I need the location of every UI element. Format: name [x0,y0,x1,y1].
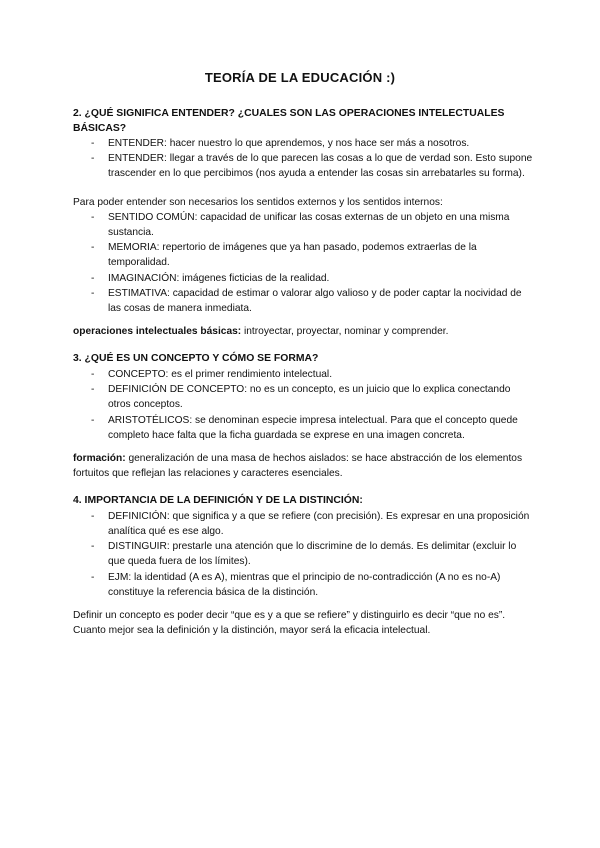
intellectual-operations-paragraph [73,324,533,339]
list-item: - DEFINICIÓN: que significa y a que se refiere (con precisión). Es expresar en una proposición analítica qué es ese algo. [73,509,533,539]
section-2-heading: 2. ¿QUÉ SIGNIFICA ENTENDER? ¿CUALES SON LAS OPERACIONES INTELECTUALES BÁSICAS? [73,108,505,134]
list-item: - DISTINGUIR: prestarle una atención que lo discrimine de lo demás. Es delimitar (excluir lo que queda fuera de los límites). [73,539,533,569]
intellectual-operations-label: operaciones intelectuales básicas: [73,326,242,338]
section-3-bullet-list [73,367,533,443]
section-2-bullet-list [73,136,533,182]
page-title: TEORÍA DE LA EDUCACIÓN :) [204,70,396,85]
section-3-heading: 3. ¿QUÉ ES UN CONCEPTO Y CÓMO SE FORMA? [73,353,319,365]
list-item: - ESTIMATIVA: capacidad de estimar o valorar algo valioso y de poder captar la nocividad de las cosas de manera inmediata. [73,286,533,316]
list-item: - MEMORIA: repertorio de imágenes que ya han pasado, podemos extraerlas de la temporalidad. [73,240,533,270]
list-item: - EJM: la identidad (A es A), mientras que el principio de no-contradicción (A no es no-A) constituye la referencia básica de la distinción. [73,570,533,600]
list-item: - ENTENDER: llegar a través de lo que parecen las cosas a lo que de verdad son. Esto supone trascender en lo que percibimos (nos ayuda a entender las cosas sin arrebatarles su forma). [73,151,533,181]
list-item: - ARISTOTÉLICOS: se denominan especie impresa intelectual. Para que el concepto quede completo hace falta que la ficha guardada se exprese en una imagen concreta. [73,413,533,443]
list-item: - DEFINICIÓN DE CONCEPTO: no es un concepto, es un juicio que lo explica conectando otros conceptos. [73,382,533,412]
section-4-bullet-list [73,509,533,600]
list-item: - IMAGINACIÓN: imágenes ficticias de la realidad. [73,271,533,286]
list-item: - SENTIDO COMÚN: capacidad de unificar las cosas externas de un objeto en una misma sustancia. [73,210,533,240]
conclusion-paragraph: Definir un concepto es poder decir “que es y a que se refiere” y distinguirlo es decir “que no es”. Cuanto mejor sea la definición y la distinción, mayor será la eficacia intelectual. [73,610,506,637]
senses-intro: Para poder entender son necesarios los sentidos externos y los sentidos internos: [73,196,443,208]
list-item: - ENTENDER: hacer nuestro lo que aprendemos, y nos hace ser más a nosotros. [73,136,533,151]
formation-text: generalización de una masa de hechos aislados: se hace abstracción de los elementos fortuitos que reflejan las relaciones y caracteres esenciales. [73,452,523,480]
formation-label: formación: [73,452,126,464]
section-4-heading: 4. IMPORTANCIA DE LA DEFINICIÓN Y DE LA DISTINCIÓN: [73,495,363,507]
senses-list [73,210,533,316]
formation-paragraph [73,451,533,481]
intellectual-operations-text: introyectar, proyectar, nominar y comprender. [241,326,449,338]
list-item: - CONCEPTO: es el primer rendimiento intelectual. [73,367,533,382]
document-body [73,107,533,638]
